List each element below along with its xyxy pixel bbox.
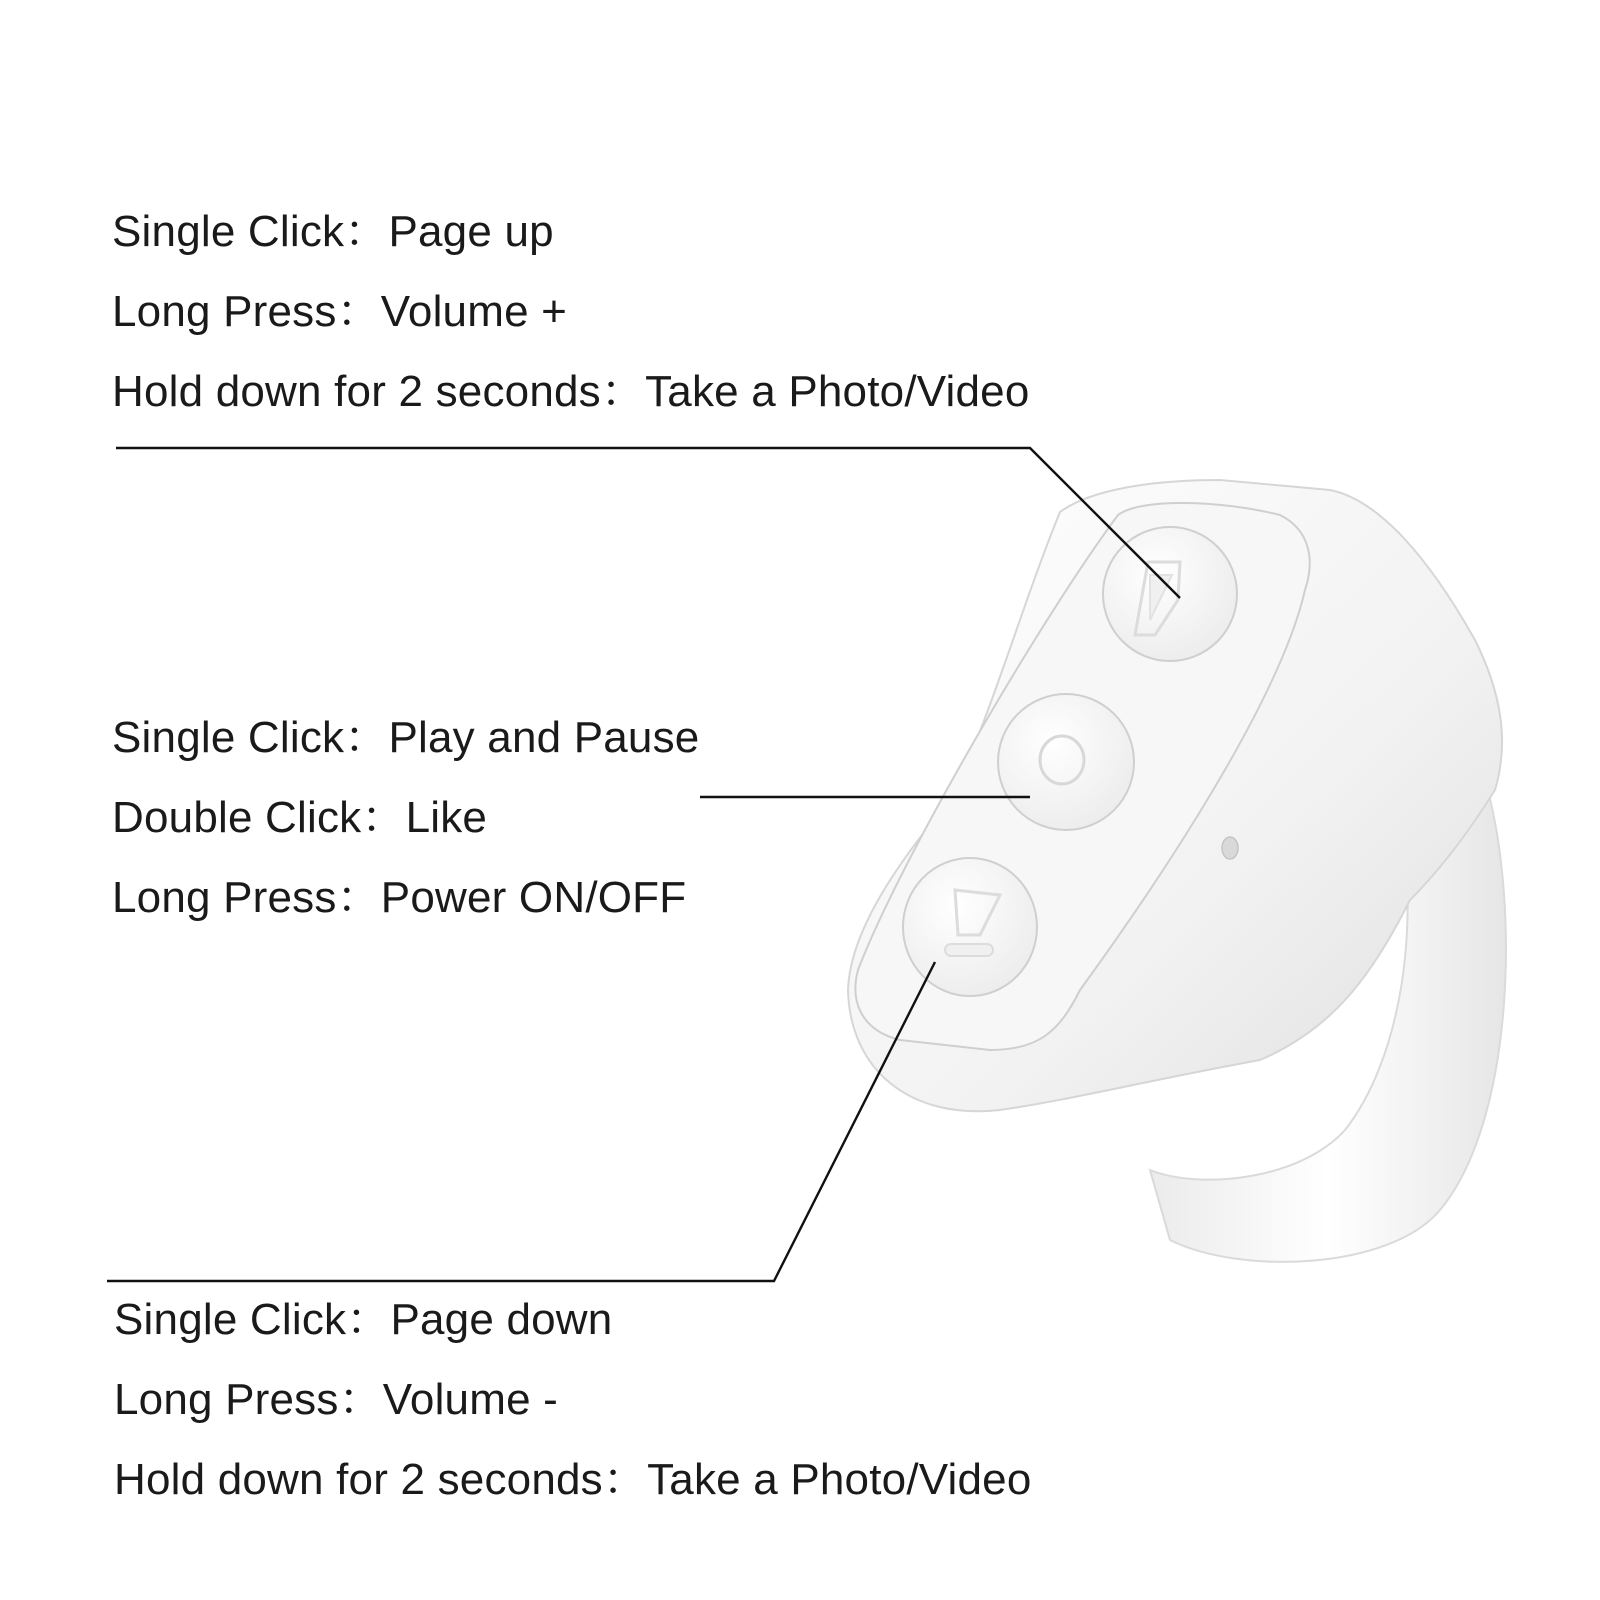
- label-bottom-single-click: Single Click：Page down: [114, 1295, 613, 1344]
- center-circle-button-icon: [998, 694, 1134, 830]
- label-top-single-click: Single Click：Page up: [112, 207, 554, 256]
- indicator-hole: [1222, 837, 1238, 859]
- label-top-hold-down: Hold down for 2 seconds：Take a Photo/Video: [112, 367, 1030, 416]
- up-arrow-button-icon: [1103, 527, 1237, 661]
- label-middle-long-press: Long Press：Power ON/OFF: [112, 873, 687, 922]
- label-bottom-hold-down: Hold down for 2 seconds：Take a Photo/Video: [114, 1455, 1032, 1504]
- label-top-long-press: Long Press：Volume +: [112, 287, 568, 336]
- leader-line-bottom: [107, 962, 935, 1281]
- leader-line-top: [116, 448, 1180, 598]
- label-bottom-long-press: Long Press：Volume -: [114, 1375, 559, 1424]
- label-middle-single-click: Single Click：Play and Pause: [112, 713, 700, 762]
- down-arrow-button-icon: [903, 858, 1037, 996]
- label-middle-double-click: Double Click：Like: [112, 793, 488, 842]
